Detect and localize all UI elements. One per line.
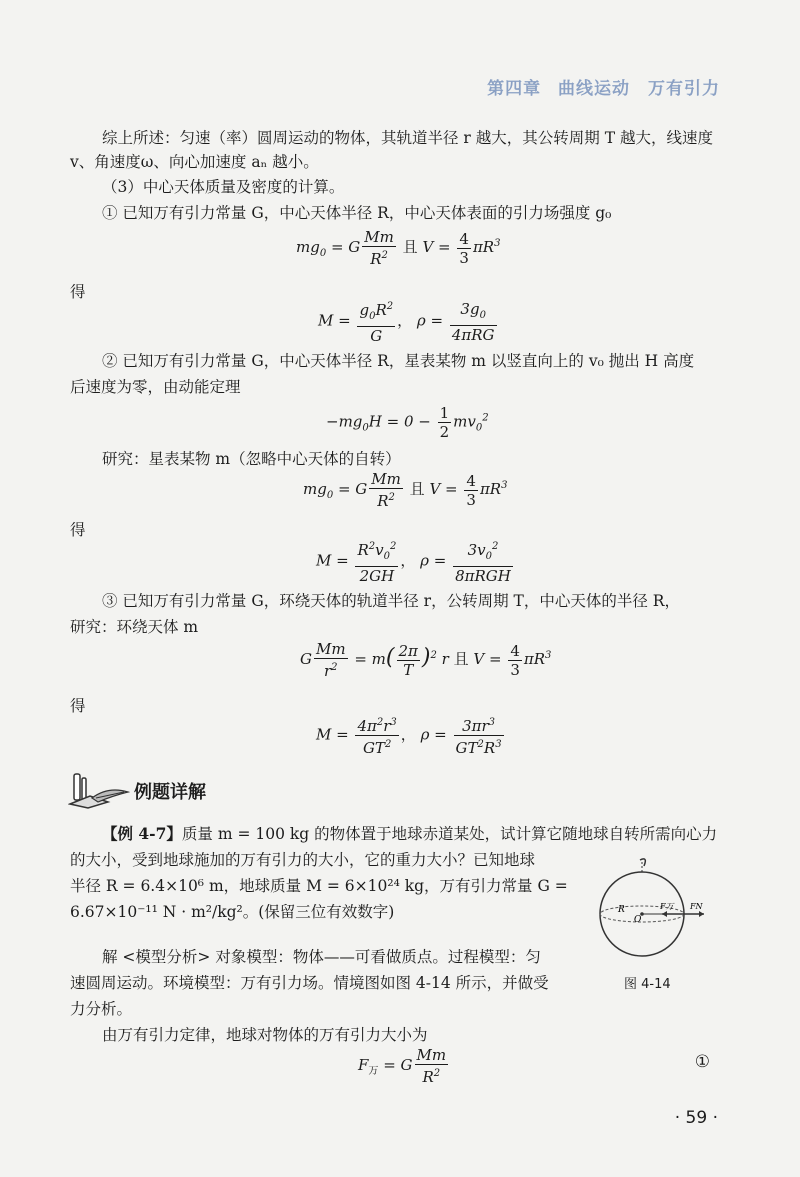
solution-line-3: 力分析。 bbox=[70, 1000, 133, 1018]
case2-text-b: 后速度为零，由动能定理 bbox=[70, 378, 241, 396]
equation-6: G $\frac{Mm}{r^2}$ = m( $\frac{2\pi}{T}$ )$^2$ r 且 V = $\frac{4}{3}$ $\pi R^3$ bbox=[300, 640, 552, 680]
example-line-3: 半径 R = 6.4×10⁶ m，地球质量 M = 6×10²⁴ kg，万有引力常量 G = bbox=[70, 877, 568, 895]
therefore-3: 得 bbox=[70, 697, 86, 715]
center-label: O bbox=[634, 915, 642, 925]
case2-study-text: 研究：星表某物 m（忽略中心天体的自转） bbox=[102, 450, 401, 468]
therefore-1: 得 bbox=[70, 283, 86, 301]
section-title: 例题详解 bbox=[134, 782, 206, 803]
normal-force-label: FN bbox=[690, 902, 703, 911]
case2-text-a: ② 已知万有引力常量 G，中心天体半径 R，星表某物 m 以竖直向上的 v₀ 抛出 H 高度 bbox=[102, 352, 695, 370]
gravity-force-label: F万 bbox=[660, 902, 674, 911]
equation-4: $mg_0 = G$ $\frac{Mm}{R^2}$ 且 V = $\frac{4}{3}$ $\pi R^3$ bbox=[303, 470, 508, 510]
radius-label: R bbox=[618, 905, 625, 915]
case3-text-a: ③ 已知万有引力常量 G，环绕天体的轨道半径 r，公转周期 T，中心天体的半径 R， bbox=[102, 592, 680, 610]
figure-caption: 图 4-14 bbox=[624, 977, 671, 992]
equation-2: M = $\frac{g_0R^2}{G}$ ， ρ = $\frac{3g_0}{\text{4πRG}}$ bbox=[318, 299, 495, 345]
solution-line-4: 由万有引力定律，地球对物体的万有引力大小为 bbox=[102, 1026, 428, 1044]
rotation-arrow-icon bbox=[640, 859, 645, 866]
equation-1: $mg_0 = G$ $\frac{Mm}{R^2}$ 且 V = $\frac{4}{3}$ $\pi R^3$ bbox=[296, 228, 501, 268]
summary-paragraph: 综上所述：匀速（率）圆周运动的物体，其轨道半径 r 越大，其公转周期 T 越大，线速度 v、角速度ω、向心加速度 aₙ 越小。 bbox=[70, 129, 713, 171]
section-heading bbox=[68, 772, 206, 810]
chapter-header bbox=[487, 74, 720, 99]
example-line-1 bbox=[70, 822, 720, 846]
page-number: · 59 · bbox=[674, 1108, 718, 1128]
example-tag: 【例 4-7】 bbox=[102, 824, 182, 843]
case3-text-b: 研究：环绕天体 m bbox=[70, 618, 199, 636]
example-line-4: 6.67×10⁻¹¹ N · m²/kg²。(保留三位有效数字) bbox=[70, 903, 395, 921]
equation-7: M = $\frac{4\pi^2r^3}{GT^2}$ ， ρ = $\frac{3\pi r^3}{GT^2R^3}$ bbox=[316, 714, 506, 757]
equation-3: $-mg_0H = 0$ − $\frac{1}{2}$ $mv_0^2$ bbox=[326, 404, 489, 441]
equation-5: M = $\frac{R^2v_0^2}{2GH}$ ， ρ = $\frac{3v_0^2}{\text{8πRGH}}$ bbox=[316, 538, 515, 585]
case1-text: ① 已知万有引力常量 G，中心天体半径 R，中心天体表面的引力场强度 g₀ bbox=[102, 204, 612, 222]
equation-marker: ① bbox=[694, 1052, 710, 1072]
example-section-icon bbox=[68, 772, 130, 810]
example-text-1: 质量 m = 100 kg 的物体置于地球赤道某处，试计算它随地球自转所需向心力 bbox=[181, 825, 718, 843]
chapter-number: 第四章 bbox=[487, 79, 542, 99]
solution-line-1: 解 <模型分析> 对象模型：物体——可看做质点。过程模型：匀 bbox=[102, 948, 541, 966]
chapter-title: 曲线运动 万有引力 bbox=[558, 79, 720, 99]
example-line-2: 的大小，受到地球施加的万有引力的大小，它的重力大小？已知地球 bbox=[70, 851, 536, 869]
figure-4-14-earth-diagram bbox=[590, 856, 710, 966]
equation-8: $F_万 = G$ $\frac{Mm}{R^2}$ bbox=[358, 1046, 447, 1086]
subsection-heading: （3）中心天体质量及密度的计算。 bbox=[102, 178, 345, 196]
solution-line-2: 速圆周运动。环境模型：万有引力场。情境图如图 4-14 所示，并做受 bbox=[70, 974, 549, 992]
therefore-2: 得 bbox=[70, 521, 86, 539]
